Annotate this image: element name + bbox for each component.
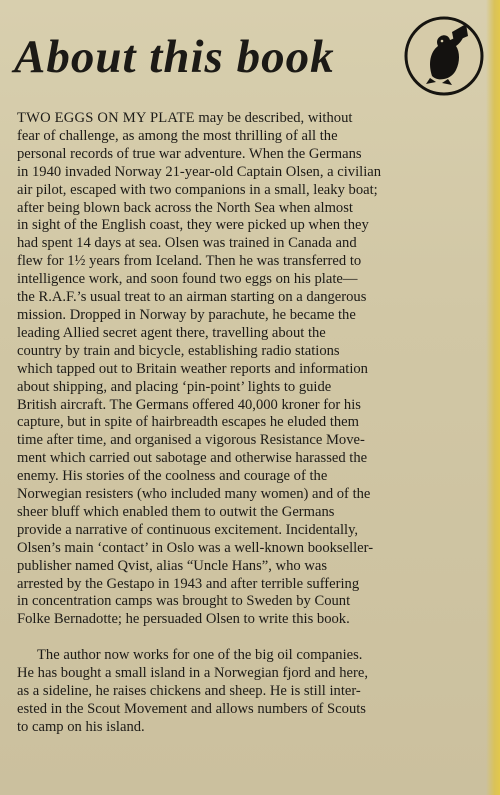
- text-line: about shipping, and placing ‘pin-point’ lights to guide: [17, 378, 332, 395]
- text-line: enemy. His stories of the coolness and courage of the: [17, 468, 328, 485]
- book-title-lead: TWO EGGS ON MY PLATE: [17, 110, 195, 126]
- text-line: leading Allied secret agent there, travelling about the: [17, 324, 326, 341]
- text-line: publisher named Qvist, alias “Uncle Hans”, who was: [17, 557, 328, 574]
- text-line: time after time, and organised a vigorous Resistance Move-: [17, 432, 365, 449]
- text-line: air pilot, escaped with two companions in a small, leaky boat;: [17, 181, 378, 198]
- cover-edge: [486, 0, 500, 795]
- text-line: intelligence work, and soon found two eggs on his plate—: [17, 271, 358, 288]
- text-line: capture, but in spite of hairbreadth escapes he eluded them: [17, 414, 360, 431]
- page-title: About this book: [14, 31, 335, 83]
- text-line: ment which carried out sabotage and otherwise harassed the: [17, 450, 368, 467]
- text-line: country by train and bicycle, establishing radio stations: [17, 342, 340, 359]
- text-line: to camp on his island.: [17, 718, 145, 735]
- text-line: mission. Dropped in Norway by parachute, he became the: [17, 306, 356, 323]
- text-line: personal records of true war adventure. When the Germans: [17, 145, 362, 162]
- text-line: Norwegian resisters (who included many women) and of the: [17, 486, 371, 503]
- text-line: arrested by the Gestapo in 1943 and after terrible suffering: [17, 575, 360, 592]
- text-line: The author now works for one of the big oil companies.: [37, 647, 363, 664]
- text-line: TWO EGGS ON MY PLATE may be described, without: [17, 110, 353, 126]
- text-line: sheer bluff which enabled them to outwit the Germans: [17, 503, 335, 520]
- text-line: Folke Bernadotte; he persuaded Olsen to write this book.: [17, 611, 350, 628]
- text-line: in concentration camps was brought to Sweden by Count: [17, 593, 351, 610]
- text-line: had spent 14 days at sea. Olsen was trained in Canada and: [17, 235, 357, 252]
- text-line: British aircraft. The Germans offered 40,000 kroner for his: [17, 396, 361, 413]
- text-line: which tapped out to Britain weather reports and information: [17, 360, 368, 377]
- text-line: fear of challenge, as among the most thrilling of all the: [17, 127, 338, 144]
- text-line: as a sideline, he raises chickens and sheep. He is still inter-: [17, 683, 361, 700]
- text-line: Olsen’s main ‘contact’ in Oslo was a well-known bookseller-: [17, 539, 374, 556]
- text-line: in 1940 invaded Norway 21-year-old Captain Olsen, a civilian: [17, 163, 382, 180]
- text-line: the R.A.F.’s usual treat to an airman starting on a dangerous: [17, 289, 367, 306]
- text-line: flew for 1½ years from Iceland. Then he was transferred to: [17, 253, 362, 270]
- description-body: [17, 110, 480, 737]
- text-line: ested in the Scout Movement and allows numbers of Scouts: [17, 701, 366, 717]
- paragraph-1: [17, 110, 480, 629]
- paragraph-2: [17, 647, 480, 737]
- text-line: provide a narrative of continuous excitement. Incidentally,: [17, 521, 359, 538]
- text-line: in sight of the English coast, they were picked up when they: [17, 217, 369, 234]
- text-line: He has bought a small island in a Norwegian fjord and here,: [17, 665, 368, 682]
- text-line: after being blown back across the North Sea when almost: [17, 199, 353, 216]
- penguin-logo-icon: [402, 14, 486, 98]
